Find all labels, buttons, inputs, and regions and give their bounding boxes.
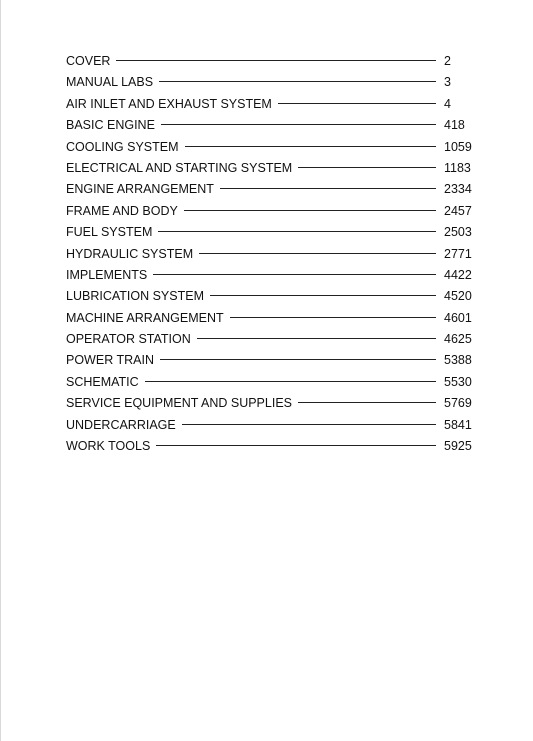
- toc-entry[interactable]: [66, 137, 476, 158]
- toc-entry[interactable]: [66, 415, 476, 436]
- toc-entry-page-number: 4625: [444, 332, 472, 347]
- toc-entry-title: LUBRICATION SYSTEM: [66, 289, 204, 304]
- toc-entry[interactable]: [66, 51, 476, 72]
- toc-entry-title: OPERATOR STATION: [66, 332, 191, 347]
- toc-entry-title: AIR INLET AND EXHAUST SYSTEM: [66, 96, 272, 111]
- toc-entry[interactable]: [66, 350, 476, 371]
- toc-entry-page-number: 3: [444, 75, 451, 90]
- toc-entry-title: HYDRAULIC SYSTEM: [66, 246, 194, 261]
- toc-leader-line: [116, 60, 436, 61]
- toc-leader-line: [160, 359, 436, 360]
- toc-entry-title: FUEL SYSTEM: [66, 225, 153, 240]
- toc-entry-page-number: 2503: [444, 225, 472, 240]
- toc-entry-page-number: 4: [444, 96, 451, 111]
- toc-leader-line: [184, 210, 436, 211]
- toc-leader-line: [298, 402, 436, 403]
- toc-leader-line: [156, 445, 436, 446]
- toc-leader-line: [159, 81, 436, 82]
- toc-entry[interactable]: [66, 94, 476, 115]
- toc-leader-line: [158, 231, 436, 232]
- toc-entry-title: UNDERCARRIAGE: [66, 417, 176, 432]
- toc-leader-line: [145, 381, 436, 382]
- toc-entry-title: BASIC ENGINE: [66, 118, 155, 133]
- toc-entry[interactable]: [66, 72, 476, 93]
- toc-entry-page-number: 1183: [444, 160, 471, 175]
- toc-entry-title: ELECTRICAL AND STARTING SYSTEM: [66, 160, 293, 175]
- toc-entry[interactable]: [66, 372, 476, 393]
- toc-entry-title: COOLING SYSTEM: [66, 139, 179, 154]
- toc-entry-title: POWER TRAIN: [66, 353, 154, 368]
- toc-leader-line: [185, 146, 436, 147]
- table-of-contents: [66, 51, 476, 457]
- toc-leader-line: [278, 103, 436, 104]
- toc-entry-page-number: 2771: [444, 246, 472, 261]
- toc-entry[interactable]: [66, 179, 476, 200]
- toc-leader-line: [230, 317, 436, 318]
- toc-entry[interactable]: [66, 286, 476, 307]
- toc-entry[interactable]: [66, 201, 476, 222]
- toc-entry[interactable]: [66, 265, 476, 286]
- toc-entry-title: SCHEMATIC: [66, 374, 139, 389]
- toc-entry[interactable]: [66, 158, 476, 179]
- toc-entry[interactable]: [66, 115, 476, 136]
- toc-entry-title: WORK TOOLS: [66, 439, 151, 454]
- toc-entry-title: IMPLEMENTS: [66, 267, 148, 282]
- toc-entry-page-number: 5841: [444, 417, 472, 432]
- toc-entry-page-number: 2: [444, 54, 451, 68]
- toc-entry-page-number: 5769: [444, 396, 472, 411]
- toc-entry[interactable]: [66, 244, 476, 265]
- toc-leader-line: [210, 295, 436, 296]
- toc-entry-title: COVER: [66, 54, 111, 68]
- toc-entry-title: ENGINE ARRANGEMENT: [66, 182, 214, 197]
- toc-entry-page-number: 4601: [444, 310, 472, 325]
- toc-entry[interactable]: [66, 222, 476, 243]
- toc-leader-line: [161, 124, 436, 125]
- toc-entry-title: MACHINE ARRANGEMENT: [66, 310, 224, 325]
- toc-entry-page-number: 4520: [444, 289, 472, 304]
- toc-entry-page-number: 418: [444, 118, 465, 133]
- toc-entry-page-number: 2334: [444, 182, 472, 197]
- toc-entry-page-number: 2457: [444, 203, 472, 218]
- toc-entry[interactable]: [66, 329, 476, 350]
- toc-entry-page-number: 5530: [444, 374, 472, 389]
- toc-entry-title: MANUAL LABS: [66, 75, 154, 90]
- toc-leader-line: [298, 167, 436, 168]
- toc-entry[interactable]: [66, 308, 476, 329]
- toc-leader-line: [182, 424, 436, 425]
- toc-leader-line: [197, 338, 436, 339]
- toc-entry[interactable]: [66, 393, 476, 414]
- toc-entry-page-number: 5388: [444, 353, 472, 368]
- toc-leader-line: [220, 188, 436, 189]
- toc-entry-title: FRAME AND BODY: [66, 203, 178, 218]
- toc-leader-line: [199, 253, 436, 254]
- toc-leader-line: [153, 274, 436, 275]
- toc-entry-page-number: 5925: [444, 439, 472, 454]
- toc-entry[interactable]: [66, 436, 476, 457]
- toc-entry-title: SERVICE EQUIPMENT AND SUPPLIES: [66, 396, 292, 411]
- toc-entry-page-number: 1059: [444, 139, 472, 154]
- toc-entry-page-number: 4422: [444, 267, 472, 282]
